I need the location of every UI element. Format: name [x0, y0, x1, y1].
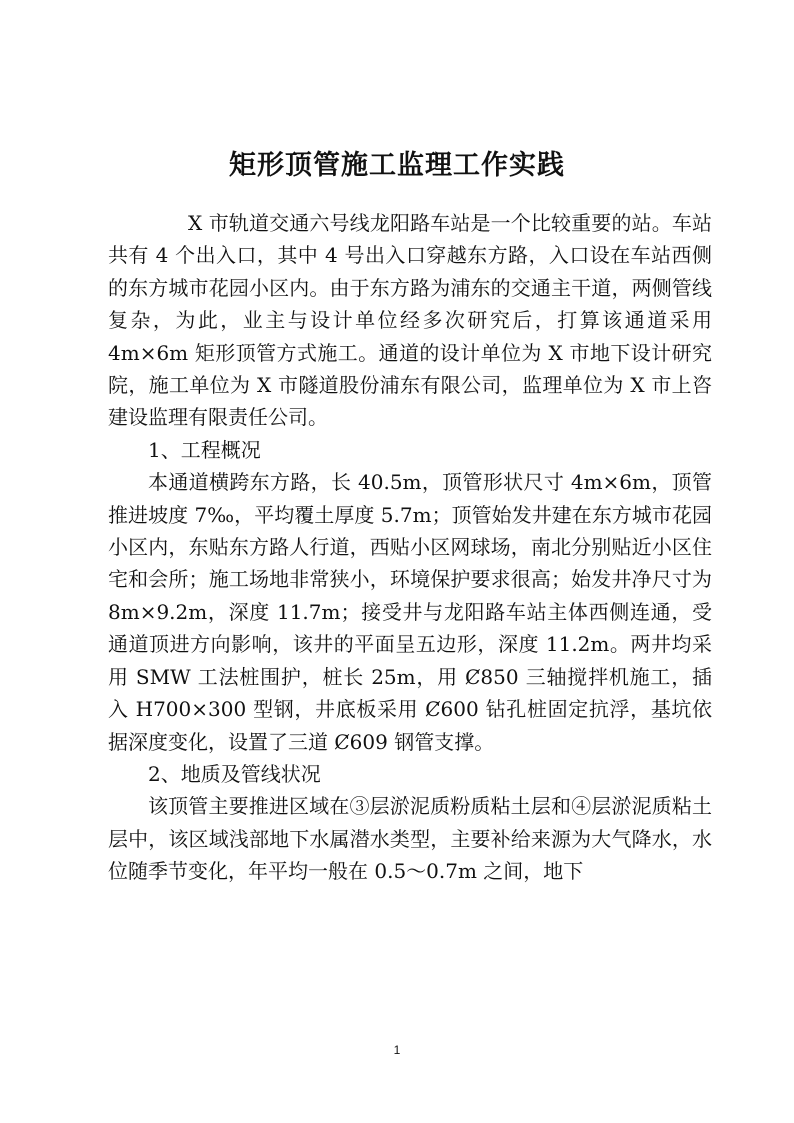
- section-heading-project-overview: 1、工程概况: [148, 437, 261, 462]
- document-title: 矩形顶管施工监理工作实践: [229, 150, 565, 181]
- geology-paragraph: 该顶管主要推进区域在③层淤泥质粉质粘土层和④层淤泥质粘土层中，该区域浅部地下水属潜水类型，主要补给来源为大气降水，水位随季节变化，年平均一般在 0.5～0.7m 之间，地下: [108, 794, 712, 884]
- document-body: [108, 207, 712, 888]
- intro-paragraph: X 市轨道交通六号线龙阳路车站是一个比较重要的站。车站共有 4 个出入口，其中 4 号出入口穿越东方路，入口设在车站西侧的东方城市花园小区内。由于东方路为浦东的交通主干道，两侧管线复杂，为此，业主与设计单位经多次研究后，打算该通道采用 4m×6m 矩形顶管方式施工。通道的设计单位为 X 市地下设计研究院，施工单位为 X 市隧道股份浦东有限公司，监理单位为 X 市上咨建设监理有限责任公司。: [108, 211, 712, 430]
- page-number: 1: [393, 1043, 401, 1057]
- project-overview-paragraph: 本通道横跨东方路，长 40.5m，顶管形状尺寸 4m×6m，顶管推进坡度 7‰，平均覆土厚度 5.7m；顶管始发井建在东方城市花园小区内，东贴东方路人行道，西贴小区网球场，南北分别贴近小区住宅和会所；施工场地非常狭小，环境保护要求很高；始发井净尺寸为 8m×9.2m，深度 11.7m；接受井与龙阳路车站主体西侧连通，受通道顶进方向影响，该井的平面呈五边形，深度 11.2m。两井均采用 SMW 工法桩围护，桩长 25m，用 Ȼ850 三轴搅拌机施工，插入 H700×300 型钢，井底板采用 Ȼ600 钻孔桩固定抗浮，基坑依据深度变化，设置了三道 Ȼ609 钢管支撑。: [108, 470, 712, 754]
- section-heading-geology-pipelines: 2、地质及管线状况: [148, 761, 321, 786]
